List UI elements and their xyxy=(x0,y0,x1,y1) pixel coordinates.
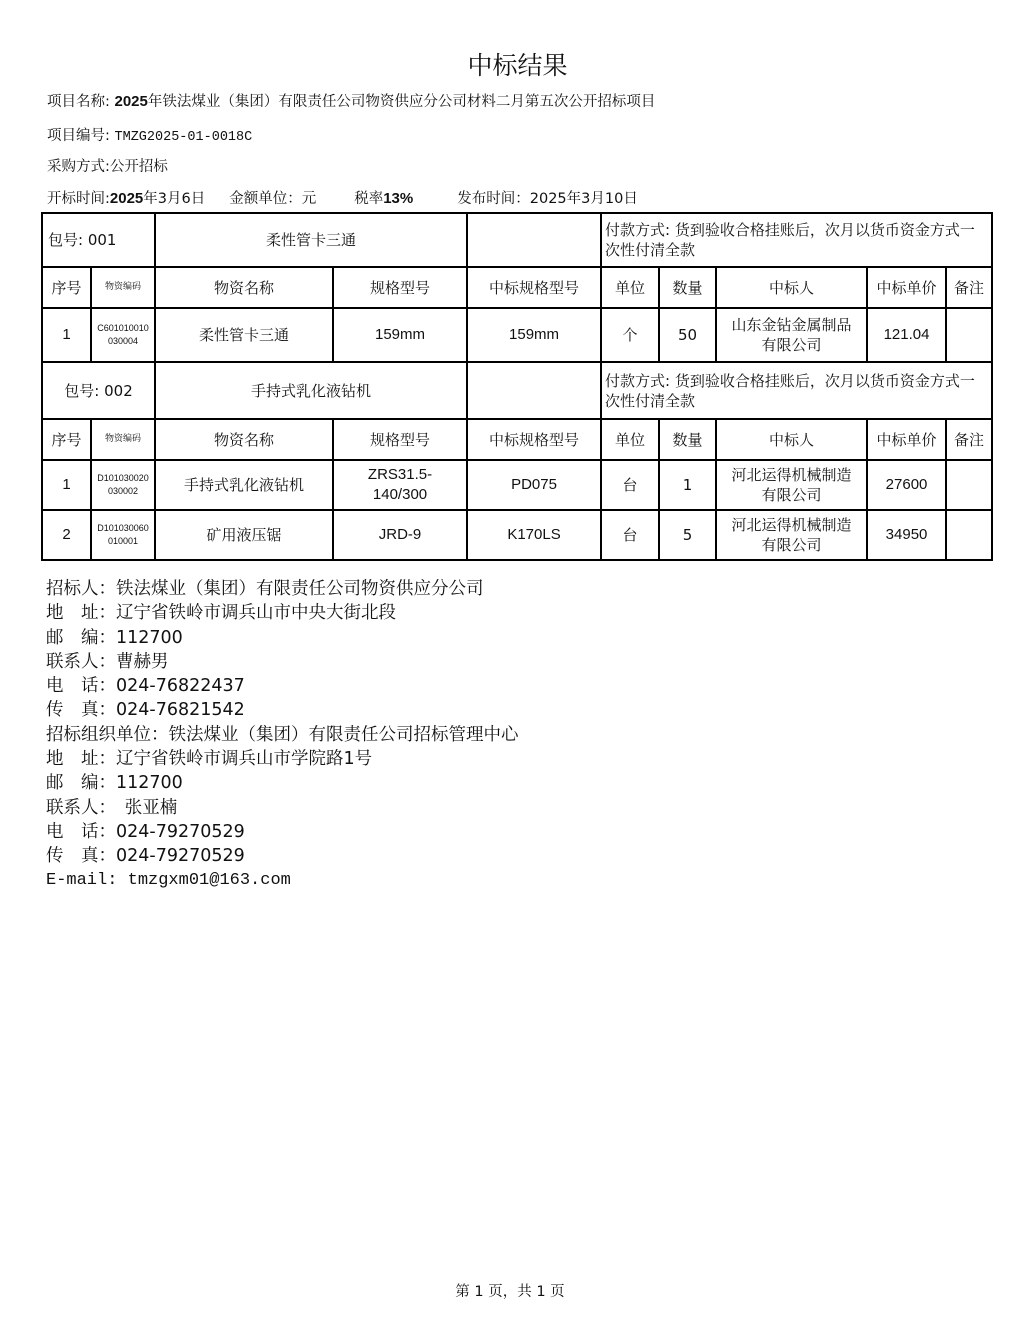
contact-line: 联系人：曹赫男 xyxy=(46,651,169,672)
payment-terms: 付款方式: 货到验收合格挂账后，次月以货币资金方式一次性付清全款 xyxy=(601,362,992,419)
package-name: 手持式乳化液钻机 xyxy=(155,362,467,419)
col-unit: 单位 xyxy=(601,419,659,460)
item-seq: 1 xyxy=(42,460,91,510)
item-note xyxy=(946,510,992,560)
contact-line: 邮 编：112700 xyxy=(46,773,183,794)
item-win-spec: 159mm xyxy=(467,308,601,362)
payment-terms: 付款方式: 货到验收合格挂账后，次月以货币资金方式一次性付清全款 xyxy=(601,213,992,267)
col-qty: 数量 xyxy=(659,267,716,308)
col-win-spec: 中标规格型号 xyxy=(467,419,601,460)
email-line xyxy=(46,869,519,893)
col-seq: 序号 xyxy=(42,267,91,308)
contact-line: 电 话：024-76822437 xyxy=(46,676,245,697)
item-unit: 个 xyxy=(601,308,659,362)
col-unit: 单位 xyxy=(601,267,659,308)
item-winner: 山东金钻金属制品 有限公司 xyxy=(716,308,867,362)
project-name-value: 年铁法煤业（集团）有限责任公司物资供应分公司材料二月第五次公开招标项目 xyxy=(147,94,656,110)
col-price: 中标单价 xyxy=(867,419,946,460)
contact-line: 电 话：024-79270529 xyxy=(46,821,245,842)
publish-time-value: 2025年3月10日 xyxy=(529,191,638,207)
contact-line: 传 真：024-79270529 xyxy=(46,846,245,867)
item-seq: 1 xyxy=(42,308,91,362)
table-row xyxy=(42,308,992,362)
col-note: 备注 xyxy=(946,419,992,460)
amount-unit: 金额单位：元 xyxy=(229,191,317,207)
document-title: 中标结果 xyxy=(467,51,568,80)
col-code: 物资编码 xyxy=(91,267,155,308)
item-spec: ZRS31.5- 140/300 xyxy=(333,460,467,510)
package-empty-cell xyxy=(467,362,601,419)
item-price: 121.04 xyxy=(867,308,946,362)
column-header-row xyxy=(42,419,992,460)
contact-line: 招标人：铁法煤业（集团）有限责任公司物资供应分公司 xyxy=(46,579,484,599)
project-code-line xyxy=(47,124,252,145)
tax-rate-value: 13% xyxy=(383,190,414,207)
project-code-value: TMZG2025-01-0018C xyxy=(114,130,253,145)
col-win-spec: 中标规格型号 xyxy=(467,267,601,308)
contact-line: 传 真：024-76821542 xyxy=(46,700,245,721)
item-name: 柔性管卡三通 xyxy=(155,308,333,362)
project-name-label: 项目名称: xyxy=(47,94,110,110)
item-qty: 50 xyxy=(659,308,716,362)
col-winner: 中标人 xyxy=(716,419,867,460)
table-row xyxy=(42,510,992,560)
package-header-row xyxy=(42,213,992,267)
package-empty-cell xyxy=(467,213,601,267)
table-row xyxy=(42,460,992,510)
results-table xyxy=(41,212,993,561)
contact-line: 邮 编：112700 xyxy=(46,627,183,648)
email-value[interactable]: tmzgxm01@163.com xyxy=(127,870,291,890)
procurement-method-value: 公开招标 xyxy=(109,159,168,175)
item-win-spec: PD075 xyxy=(467,460,601,510)
contact-line: 联系人： 张亚楠 xyxy=(46,797,178,818)
col-winner: 中标人 xyxy=(716,267,867,308)
page-footer: 第 1 页，共 1 页 xyxy=(455,1284,565,1300)
package-header-row xyxy=(42,362,992,419)
project-name-year: 2025 xyxy=(114,93,148,110)
contact-line: 招标组织单位：铁法煤业（集团）有限责任公司招标管理中心 xyxy=(46,724,519,745)
item-spec: 159mm xyxy=(333,308,467,362)
package-label: 包号: 002 xyxy=(42,362,155,419)
item-code: C601010010 030004 xyxy=(91,308,155,362)
project-code-label: 项目编号: xyxy=(47,128,110,144)
procurement-method-line xyxy=(47,155,168,176)
item-qty: 5 xyxy=(659,510,716,560)
contact-block xyxy=(46,577,519,893)
project-name-line xyxy=(47,90,655,111)
item-winner: 河北运得机械制造 有限公司 xyxy=(716,460,867,510)
item-code: D101030060 010001 xyxy=(91,510,155,560)
tax-rate-label: 税率 xyxy=(354,191,384,207)
contact-line: 地 址：辽宁省铁岭市调兵山市学院路1号 xyxy=(46,749,373,770)
open-time-year: 2025 xyxy=(109,190,144,207)
col-price: 中标单价 xyxy=(867,267,946,308)
col-code: 物资编码 xyxy=(91,419,155,460)
col-qty: 数量 xyxy=(659,419,716,460)
item-note xyxy=(946,308,992,362)
item-qty: 1 xyxy=(659,460,716,510)
col-seq: 序号 xyxy=(42,419,91,460)
item-note xyxy=(946,460,992,510)
package-label: 包号: 001 xyxy=(42,213,155,267)
open-time-value: 年3月6日 xyxy=(143,191,206,207)
col-name: 物资名称 xyxy=(155,267,333,308)
col-name: 物资名称 xyxy=(155,419,333,460)
email-label: E-mail: xyxy=(46,870,118,890)
procurement-method-label: 采购方式: xyxy=(47,159,110,175)
column-header-row xyxy=(42,267,992,308)
item-code: D101030020 030002 xyxy=(91,460,155,510)
publish-time-label: 发布时间： xyxy=(457,191,530,207)
col-spec: 规格型号 xyxy=(333,419,467,460)
contact-line: 地 址：辽宁省铁岭市调兵山市中央大街北段 xyxy=(46,603,396,624)
item-winner: 河北运得机械制造 有限公司 xyxy=(716,510,867,560)
dates-line xyxy=(47,187,638,208)
item-name: 手持式乳化液钻机 xyxy=(155,460,333,510)
open-time-label: 开标时间: xyxy=(47,191,110,207)
item-price: 27600 xyxy=(867,460,946,510)
item-price: 34950 xyxy=(867,510,946,560)
col-note: 备注 xyxy=(946,267,992,308)
item-spec: JRD-9 xyxy=(333,510,467,560)
col-spec: 规格型号 xyxy=(333,267,467,308)
item-unit: 台 xyxy=(601,460,659,510)
item-win-spec: K170LS xyxy=(467,510,601,560)
package-name: 柔性管卡三通 xyxy=(155,213,467,267)
item-seq: 2 xyxy=(42,510,91,560)
item-name: 矿用液压锯 xyxy=(155,510,333,560)
item-unit: 台 xyxy=(601,510,659,560)
